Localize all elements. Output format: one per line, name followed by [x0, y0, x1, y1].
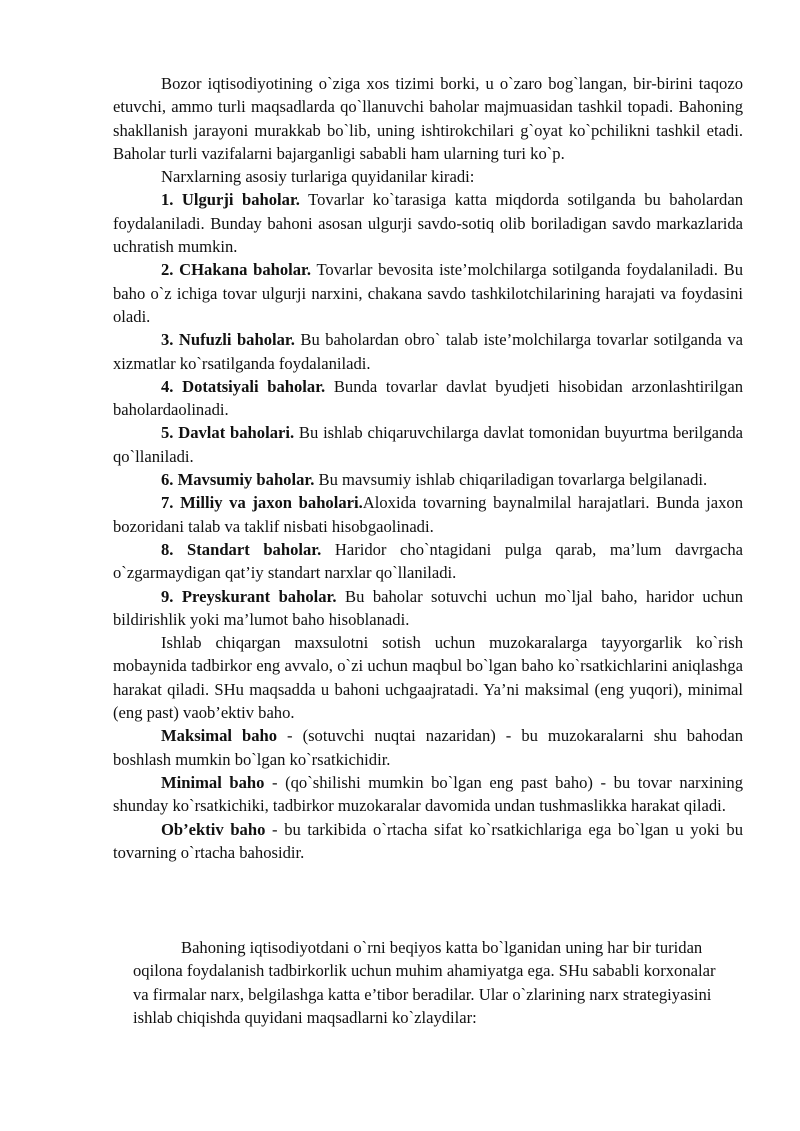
definition-text: - (sotuvchi nuqtai nazaridan) - bu muzokaralarni shu bahodan boshlash mumkin bo`lgan ko`rsatkichidir.	[113, 726, 744, 769]
definition-minimal-price	[113, 771, 743, 818]
price-type-wholesale	[113, 188, 743, 258]
types-intro-text: Narxlarning asosiy turlariga quyidanilar kiradi:	[161, 167, 475, 187]
price-type-title: 6. Mavsumiy baholar.	[161, 470, 315, 490]
price-type-title: 9. Preyskurant baholar.	[161, 586, 337, 606]
closing-paragraph	[133, 936, 733, 1029]
price-type-standard	[113, 538, 743, 585]
price-type-text: Tovarlar bevosita iste’molchilarga sotilganda foydalaniladi. Bu baho o`z ichiga tovar ulgurji narxini, chakana savdo tashkilotchilarining harajati va foydasini oladi.	[113, 260, 744, 326]
price-type-title: 1. Ulgurji baholar.	[161, 190, 300, 210]
price-type-title: 8. Standart baholar.	[161, 539, 322, 559]
price-type-prestige	[113, 328, 743, 375]
price-type-retail	[113, 258, 743, 328]
types-intro-paragraph	[113, 165, 743, 188]
price-type-state	[113, 421, 743, 468]
definition-text: - bu tarkibida o`rtacha sifat ko`rsatkichlariga ega bo`lgan u yoki bu tovarning o`rtacha bahosidir.	[113, 819, 743, 862]
price-type-text: Bu mavsumiy ishlab chiqariladigan tovarlarga belgilanadi.	[314, 470, 708, 490]
price-type-text: Bunda tovarlar davlat byudjeti hisobidan arzonlashtirilgan baholardaolinadi.	[113, 376, 744, 420]
price-type-text: Bu ishlab chiqaruvchilarga davlat tomonidan buyurtma berilganda qo`llaniladi.	[113, 423, 743, 466]
price-type-title: 2. CHakana baholar.	[161, 260, 312, 280]
price-type-text: Bu baholardan obro` talab iste’molchilarga tovarlar sotilganda va xizmatlar ko`rsatilganda foydalaniladi.	[113, 330, 743, 373]
closing-text: Bahoning iqtisodiyotdani o`rni beqiyos katta bo`lganidan uning har bir turidan oqilona foydalanish tadbirkorlik uchun muhim ahamiyatga ega. SHu sababli korxonalar va firmalar narx, belgilashga katta e’tibor beradilar. Ular o`zlarining narx strategiyasini ishlab chiqishda quyidani maqsadlarni ko`zlaydilar:	[133, 938, 716, 1027]
price-type-pricelist	[113, 585, 743, 632]
definition-term: Minimal baho	[161, 772, 265, 792]
definition-maximal-price	[113, 724, 743, 771]
negotiation-text: Ishlab chiqargan maxsulotni sotish uchun muzokaralarga tayyorgarlik ko`rish mobaynida tadbirkor eng avvalo, o`zi uchun maqbul bo`lgan baho ko`rsatkichlarini aniqlashga harakat qiladi. SHu maqsadda u bahoni uchgaajratadi. Ya’ni maksimal (eng yuqori), minimal (eng past) vaob’ektiv baho.	[113, 633, 743, 723]
definition-term: Maksimal baho	[161, 726, 278, 746]
definition-text: - (qo`shilishi mumkin bo`lgan eng past baho) - bu tovar narxining shunday ko`rsatkichiki, tadbirkor muzokaralar davomida undan tushmaslikka harakat qiladi.	[113, 772, 743, 816]
price-type-text: Aloxida tovarning baynalmilal harajatlari. Bunda jaxon bozoridani talab va taklif nisbati hisobgaolinadi.	[113, 493, 743, 536]
price-type-national-world	[113, 491, 743, 538]
definition-objective-price	[113, 818, 743, 865]
negotiation-paragraph	[113, 631, 743, 724]
price-type-subsidized	[113, 375, 743, 422]
price-type-title: 3. Nufuzli baholar.	[161, 330, 295, 350]
document-body	[113, 72, 743, 864]
definition-term: Ob’ektiv baho	[161, 819, 266, 839]
price-type-title: 4. Dotatsiyali baholar.	[161, 376, 326, 396]
price-type-text: Tovarlar ko`tarasiga katta miqdorda sotilganda bu baholardan foydalaniladi. Bunday bahoni asosan ulgurji savdo-sotiq olib boriladigan savdo markazlarida uchratish mumkin.	[113, 190, 744, 257]
price-type-seasonal	[113, 468, 743, 491]
price-type-title: 5. Davlat baholari.	[161, 423, 295, 443]
price-type-text: Haridor cho`ntagidani pulga qarab, ma’lum davrgacha o`zgarmaydigan qat’iy standart narxlar qo`llaniladi.	[113, 539, 743, 583]
price-type-title: 7. Milliy va jaxon baholari.	[161, 493, 363, 513]
price-type-text: Bu baholar sotuvchi uchun mo`ljal baho, haridor uchun bildirishlik yoki ma’lumot baho hisoblanadi.	[113, 586, 743, 629]
intro-text: Bozor iqtisodiyotining o`ziga xos tizimi borki, u o`zaro bog`langan, bir-birini taqozo etuvchi, ammo turli maqsadlarda qo`llanuvchi baholar majmuasidan tashkil topadi. Bahoning shakllanish jarayoni murakkab bo`lib, uning ishtirokchilari g`oyat ko`pchilikni tashkil etadi. Baholar turli vazifalarni bajarganligi sababli ham ularning turi ko`p.	[113, 74, 743, 163]
intro-paragraph	[113, 72, 743, 165]
